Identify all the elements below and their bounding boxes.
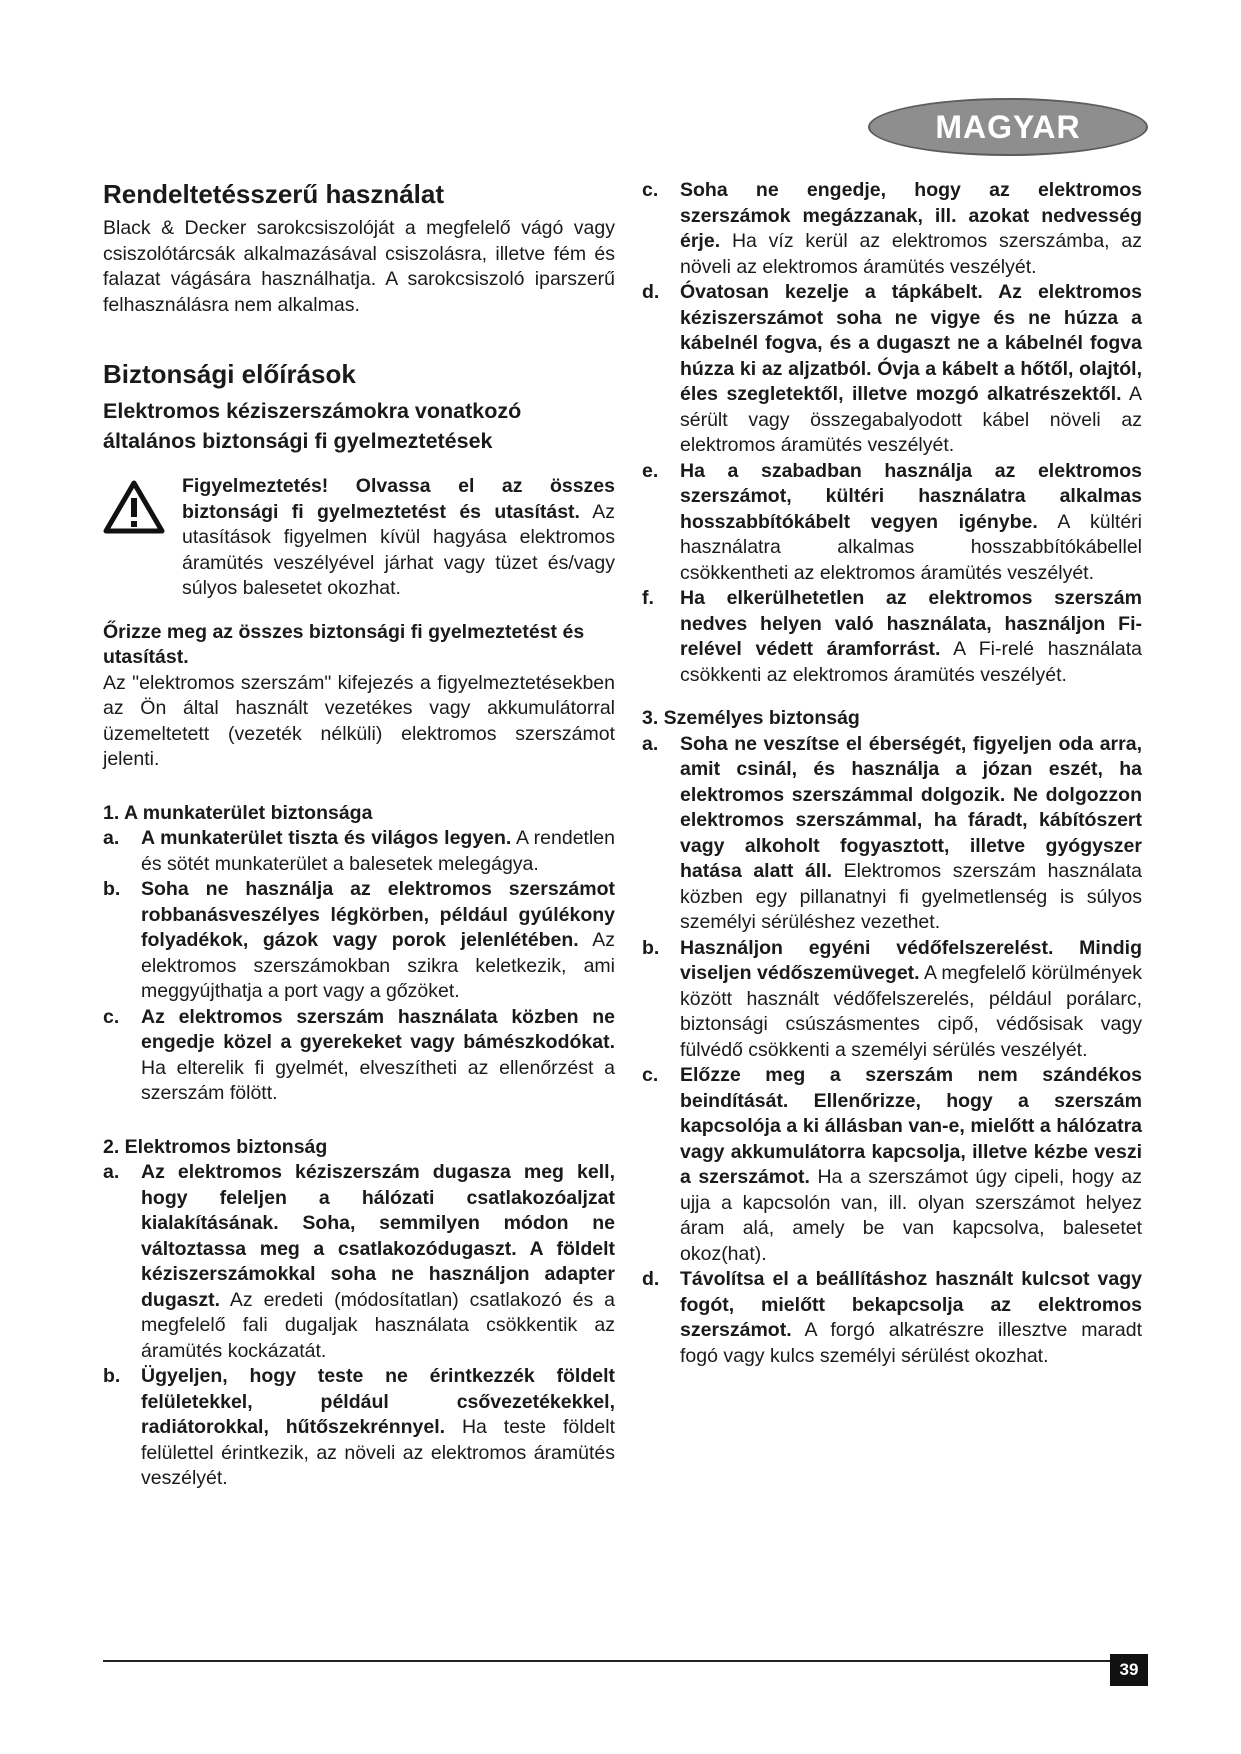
item-text: Elektromos szerszám használata közben egy pillanatnyi fi gyelmetlenség is súlyos személyi sérüléshez vezethet. <box>680 860 1142 933</box>
item-bold: Távolítsa el a beállításhoz használt kulcsot vagy fogót, mielőtt bekapcsolja az elektromos szerszámot. <box>680 1268 1142 1341</box>
item-text: A megfelelő körülmények között használt védőfelszerelés, például porálarc, biztonsági csúszásmentes cipő, védősisak vagy fülvédő csökkenti a személyi sérülés veszélyét. <box>680 962 1142 1061</box>
item-bold: Ügyeljen, hogy teste ne érintkezzék földelt felületekkel, például csővezetékekkel, radiátorokkal, hűtőszekrénnyel. <box>141 1365 615 1438</box>
warning-triangle-icon <box>103 480 165 534</box>
item-text: Az eredeti (módosítatlan) csatlakozó és a megfelelő fali dugaljak használata csökkentik az áramütés kockázatát. <box>141 1288 615 1362</box>
list-item <box>103 1364 615 1492</box>
left-column <box>103 178 615 1492</box>
heading-safety: Biztonsági előírások <box>103 359 356 389</box>
warning-block <box>103 474 615 602</box>
keep-instructions-bold: Őrizze meg az összes biztonsági fi gyelmeztetést és utasítást. <box>103 620 585 668</box>
list-item <box>642 936 1142 1064</box>
item-text: A kültéri használatra alkalmas hosszabbítókábellel csökkentheti az elektromos áramütés veszélyét. <box>680 510 1142 584</box>
list-item <box>642 1063 1142 1267</box>
intended-use-text: Black & Decker sarokcsiszolóját a megfelelő vágó vagy csiszolótárcsák alkalmazásával csiszolásra, illetve fém és falazat vágására használhatja. A sarokcsiszoló iparszerű felhasználásra nem alkalmas. <box>103 217 615 316</box>
item-bold: Előzze meg a szerszám nem szándékos beindítását. Ellenőrizze, hogy a szerszám kapcsolója a ki állásban van-e, mielőtt a hálózatra vagy akkumulátorra kapcsolja, illetve kézbe veszi a szerszámot. <box>680 1064 1142 1188</box>
footer-rule <box>103 1660 1148 1662</box>
keep-instructions-text: Az "elektromos szerszám" kifejezés a figyelmeztetésekben az Ön által használt vezetékes vagy akkumulátorral üzemeltetett (vezeték nélküli) elektromos szerszámot jelenti. <box>103 671 615 770</box>
item-label: c. <box>103 1005 120 1028</box>
item-label: d. <box>642 1268 660 1290</box>
list-item <box>642 178 1142 280</box>
item-bold: Ha elkerülhetetlen az elektromos szerszám nedves helyen való használata, használjon Fi-relével védett áramforrást. <box>680 587 1142 660</box>
item-label: c. <box>642 179 659 201</box>
item-text: Ha a szerszámot úgy cipeli, hogy az ujja a kapcsolón van, ill. olyan szerszámot helyez áram alá, amely be van kapcsolva, balesetet okoz(hat). <box>680 1166 1142 1265</box>
item-label: c. <box>642 1064 659 1086</box>
item-bold: A munkaterület tiszta és világos legyen. <box>141 827 512 849</box>
list-item <box>103 1160 615 1364</box>
list-item <box>103 877 615 1005</box>
item-text: A forgó alkatrészre illesztve maradt fogó vagy kulcs személyi sérülést okozhat. <box>680 1319 1142 1367</box>
list-item <box>103 1005 615 1107</box>
item-bold: Az elektromos kéziszerszám dugasza meg kell, hogy feleljen a hálózati csatlakozóaljzat kialakításának. Soha, semmilyen módon ne változtassa meg a csatlakozódugaszt. A földelt kéziszerszámokkal soha ne használjon adapter dugaszt. <box>141 1161 615 1311</box>
item-bold: Soha ne engedje, hogy az elektromos szerszámok megázzanak, ill. azokat nedvesség érje. <box>680 179 1142 252</box>
section-1-title: 1. A munkaterület biztonsága <box>103 801 373 824</box>
item-label: b. <box>103 878 121 900</box>
warning-bold: Figyelmeztetés! Olvassa el az összes biztonsági fi gyelmeztetést és utasítást. <box>182 475 615 523</box>
list-item <box>642 586 1142 688</box>
list-item <box>642 1267 1142 1369</box>
item-text: Ha elterelik fi gyelmét, elveszítheti az ellenőrzést a szerszám fölött. <box>141 1056 615 1104</box>
section-3-title: 3. Személyes biztonság <box>642 707 860 729</box>
item-label: b. <box>642 936 660 959</box>
list-item <box>103 826 615 877</box>
item-bold: Ha a szabadban használja az elektromos szerszámot, kültéri használatra alkalmas hosszabbítókábelt vegyen igénybe. <box>680 459 1142 533</box>
item-text: A Fi-relé használata csökkenti az elektromos áramütés veszélyét. <box>680 638 1143 686</box>
language-badge: MAGYAR <box>868 98 1148 156</box>
item-label: a. <box>103 827 120 849</box>
warning-text: Az utasítások figyelmen kívül hagyása elektromos áramütés veszélyével járhat vagy tüzet és/vagy súlyos balesetet okozhat. <box>182 500 616 599</box>
heading-general-warnings: Elektromos kéziszerszámokra vonatkozó általános biztonsági fi gyelmeztetések <box>103 399 522 453</box>
item-label: f. <box>642 587 654 609</box>
list-item <box>642 732 1142 936</box>
item-text: Ha víz kerül az elektromos szerszámba, az növeli az elektromos áramütés veszélyét. <box>680 230 1142 278</box>
item-label: a. <box>103 1161 120 1183</box>
list-item <box>642 459 1142 587</box>
item-text: A rendetlen és sötét munkaterület a balesetek melegágya. <box>141 827 615 875</box>
item-label: e. <box>642 459 659 482</box>
item-label: d. <box>642 281 660 303</box>
section-2-title: 2. Elektromos biztonság <box>103 1135 328 1158</box>
right-column <box>642 178 1142 1369</box>
item-text: A sérült vagy összegabalyodott kábel növeli az elektromos áramütés veszélyét. <box>680 383 1142 456</box>
item-text: Az elektromos szerszámokban szikra keletkezik, ami meggyújthatja a port vagy a gőzöket. <box>141 929 615 1002</box>
item-bold: Soha ne veszítse el éberségét, figyeljen oda arra, amit csinál, és használja a józan eszét, ha elektromos szerszámmal dolgozik. Ne dolgozzon elektromos szerszámmal, ha fáradt, kábítószert vagy alkoholt fogyasztott, illetve gyógyszer hatása alatt áll. <box>680 732 1142 882</box>
heading-intended-use: Rendeltetésszerű használat <box>103 179 445 209</box>
page-number: 39 <box>1110 1654 1148 1686</box>
item-label: b. <box>103 1365 121 1387</box>
item-text: Ha teste földelt felülettel érintkezik, az növeli az elektromos áramütés veszélyét. <box>141 1416 615 1489</box>
list-item <box>642 280 1142 459</box>
item-bold: Soha ne használja az elektromos szerszámot robbanásveszélyes légkörben, például gyúlékony folyadékok, gázok vagy porok jelenlétében. <box>141 878 615 951</box>
item-label: a. <box>642 732 659 755</box>
item-bold: Használjon egyéni védőfelszerelést. Mindig viseljen védőszemüveget. <box>680 936 1142 984</box>
item-bold: Óvatosan kezelje a tápkábelt. Az elektromos kéziszerszámot soha ne vigye és ne húzza a kábelnél fogva, és a dugaszt ne a kábelnél fogva húzza ki az aljzatból. Óvja a kábelt a hőtől, olajtól, éles szegletektől, illetve mozgó alkatrészektől. <box>680 281 1142 405</box>
item-bold: Az elektromos szerszám használata közben ne engedje közel a gyerekeket vagy bámészkodókat. <box>141 1005 615 1053</box>
